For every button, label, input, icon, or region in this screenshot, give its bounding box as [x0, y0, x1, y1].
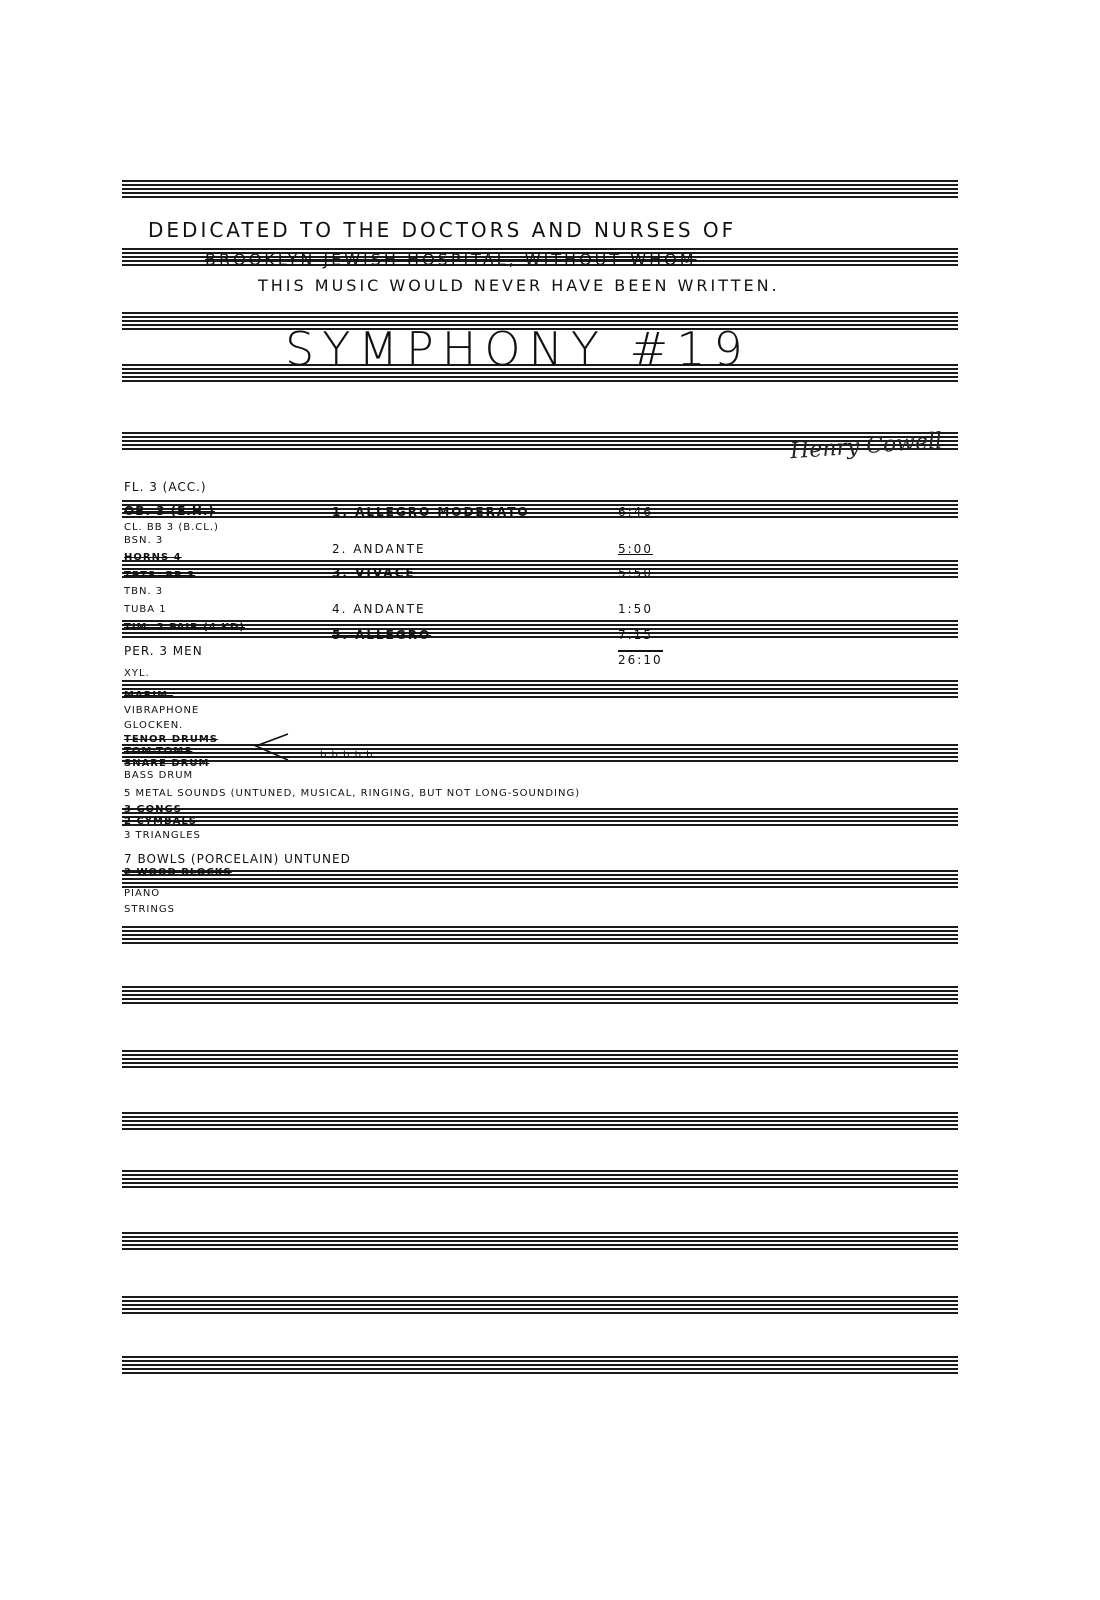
dedication-line-1: DEDICATED TO THE DOCTORS AND NURSES OF: [148, 218, 737, 242]
instrument-label: TENOR DRUMS: [124, 734, 218, 745]
instrument-label: 7 BOWLS (PORCELAIN) UNTUNED: [124, 852, 351, 866]
movement-duration: 6:46: [618, 505, 653, 519]
instrument-label: TUBA 1: [124, 604, 167, 615]
staff: [122, 1232, 958, 1252]
staff: [122, 560, 958, 580]
instrument-label: 5 METAL SOUNDS (UNTUNED, MUSICAL, RINGING, BUT NOT LONG-SOUNDING): [124, 788, 581, 799]
staff: [122, 926, 958, 946]
drum-notation: b b b b b: [320, 750, 374, 761]
composer-signature: Henry Cowell: [789, 428, 944, 465]
staff: [122, 870, 958, 890]
staff: [122, 1296, 958, 1316]
instrument-label: FL. 3 (ACC.): [124, 480, 207, 494]
instrument-label: MARIM.: [124, 690, 173, 701]
dedication-line-2: BROOKLYN JEWISH HOSPITAL, WITHOUT WHOM: [205, 250, 697, 269]
staff: [122, 1170, 958, 1190]
staff: [122, 808, 958, 828]
movement-label: 3. VIVACE: [332, 566, 416, 580]
instrument-label: BASS DRUM: [124, 770, 194, 781]
instrument-label: PER. 3 MEN: [124, 644, 203, 658]
movement-label: 4. ANDANTE: [332, 602, 426, 616]
instrument-label: TBN. 3: [124, 586, 164, 597]
bracket-sketch: [250, 730, 290, 764]
dedication-line-3: THIS MUSIC WOULD NEVER HAVE BEEN WRITTEN.: [258, 276, 780, 295]
movement-label: 1. ALLEGRO MODERATO: [332, 505, 530, 519]
total-duration: 26:10: [618, 650, 663, 667]
staff: [122, 1050, 958, 1070]
movement-duration: 5:00: [618, 542, 653, 556]
staff: [122, 680, 958, 700]
instrument-label: PIANO: [124, 888, 161, 899]
movement-duration: 7:15: [618, 628, 653, 642]
instrument-label: VIBRAPHONE: [124, 705, 200, 716]
instrument-label: SNARE DRUM: [124, 758, 210, 769]
instrument-label: 2 WOOD BLOCKS: [124, 867, 232, 878]
instrument-label: XYL.: [124, 668, 150, 679]
staff: [122, 180, 958, 200]
instrument-label: HORNS 4: [124, 552, 182, 563]
instrument-label: BSN. 3: [124, 535, 164, 546]
movement-duration: 1:50: [618, 602, 653, 616]
movement-label: 5. ALLEGRO: [332, 628, 432, 642]
instrument-label: STRINGS: [124, 904, 175, 915]
instrument-label: TOM-TOMS: [124, 746, 193, 757]
instrument-label: GLOCKEN.: [124, 720, 184, 731]
staff: [122, 620, 958, 640]
staff: [122, 500, 958, 520]
movement-duration: 5:50: [618, 566, 653, 580]
instrument-label: TPTS. BB 3: [124, 570, 196, 581]
staff: [122, 1112, 958, 1132]
staff: [122, 986, 958, 1006]
instrument-label: TIM. 2 PAIR (4 KD): [124, 622, 245, 633]
instrument-label: CL. BB 3 (B.CL.): [124, 522, 219, 533]
page-title: SYMPHONY #19: [285, 322, 751, 376]
instrument-label: 2 CYMBALS: [124, 816, 197, 827]
instrument-label: 3 GONGS: [124, 804, 182, 815]
movement-label: 2. ANDANTE: [332, 542, 426, 556]
staff: [122, 1356, 958, 1376]
staff: [122, 744, 958, 764]
instrument-label: 3 TRIANGLES: [124, 830, 201, 841]
instrument-label: OB. 3 (E.H.): [124, 504, 215, 518]
